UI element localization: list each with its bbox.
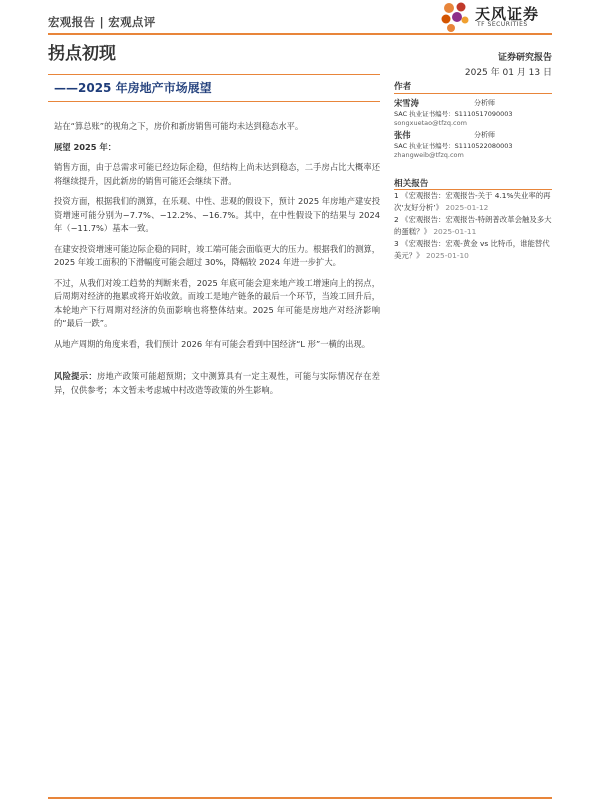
body-paragraph: 在建安投资增速可能边际企稳的同时，竣工端可能会面临更大的压力。根据我们的测算，2025 年竣工面积的下滑幅度可能会超过 30%，降幅较 2024 年进一步扩大。 xyxy=(54,243,380,267)
author-sac: SAC 执业证书编号：S1110522080003 xyxy=(394,142,513,150)
related-report-link[interactable] xyxy=(394,238,552,262)
report-title: 拐点初现 xyxy=(48,44,116,64)
author-name: 宋雪涛 xyxy=(394,98,419,108)
report-subtitle: ——2025 年房地产市场展望 xyxy=(54,81,212,95)
related-report-date: 2025-01-10 xyxy=(425,251,469,260)
authors-heading: 作者 xyxy=(394,82,412,92)
related-report-date: 2025-01-11 xyxy=(433,227,477,236)
author-role: 分析师 xyxy=(474,131,495,139)
authors-rule xyxy=(394,93,552,94)
related-report-link[interactable] xyxy=(394,214,552,238)
related-report-date: 2025-01-12 xyxy=(445,203,489,212)
author-sac: SAC 执业证书编号：S1110517090003 xyxy=(394,110,513,118)
body-paragraph: 投资方面，根据我们的测算，在乐观、中性、悲观的假设下，预计 2025 年房地产建安投资增速可能分别为−7.7%、−12.2%、−16.7%。其中，在中性假设下的结果与 2024 年（−11.7%）基本一致。 xyxy=(54,196,380,233)
logo-subtext: TF SECURITIES xyxy=(477,21,528,28)
risk-warning xyxy=(54,370,380,397)
related-report-title[interactable]: 3 《宏观报告：宏观-黄金 vs 比特币，谁能替代美元？》 xyxy=(394,239,550,260)
report-body xyxy=(54,120,380,404)
author-name: 张伟 xyxy=(394,130,411,140)
body-paragraph: 销售方面，由于总需求可能已经边际企稳，但结构上尚未达到稳态，二手房占比大概率还将继续提升，因此新房的销售可能还会继续下滑。 xyxy=(54,162,380,186)
subtitle-top-rule xyxy=(48,74,380,75)
footer-divider xyxy=(48,797,552,799)
risk-text: 房地产政策可能超预期；文中测算具有一定主观性，可能与实际情况存在差异，仅供参考；本文暂未考虑城中村改造等政策的外生影响。 xyxy=(54,371,380,395)
related-report-title[interactable]: 1 《宏观报告：宏观报告-关于 4.1%失业率的再次‘友好分析’》 xyxy=(394,191,551,212)
related-heading: 相关报告 xyxy=(394,179,429,189)
body-paragraph: 从地产周期的角度来看，我们预计 2026 年有可能会看到中国经济“L 形”一横的出现。 xyxy=(54,338,371,349)
body-paragraph: 不过，从我们对竣工趋势的判断来看，2025 年底可能会迎来地产竣工增速向上的拐点，后周期对经济的拖累或将开始收敛。而竣工是地产链条的最后一个环节，当竣工回升后，本轮地产下行周期对经济的负面影响也将整体结束。2025 年可能是房地产对经济影响的“最后一跌”。 xyxy=(54,277,380,328)
body-paragraph: 站在“算总账”的视角之下，房价和新房销售可能均未达到稳态水平。 xyxy=(54,121,304,131)
tf-logo-icon xyxy=(440,2,472,32)
related-reports xyxy=(394,190,552,262)
header-divider xyxy=(48,33,552,35)
author-role: 分析师 xyxy=(474,99,495,107)
company-logo xyxy=(440,2,552,32)
subtitle-bottom-rule xyxy=(48,101,380,102)
outlook-heading: 展望 2025 年： xyxy=(54,141,117,152)
related-report-link[interactable] xyxy=(394,190,552,214)
author-email[interactable]: songxuetao@tfzq.com xyxy=(394,119,467,127)
report-category: 宏观报告 | 宏观点评 xyxy=(48,15,156,29)
logo-text: 天风证券 xyxy=(475,5,540,23)
report-date: 2025 年 01 月 13 日 xyxy=(464,68,552,78)
related-report-title[interactable]: 2 《宏观报告：宏观报告-特朗普改革会触及多大的蛋糕？》 xyxy=(394,215,552,236)
author-email[interactable]: zhangweib@tfzq.com xyxy=(394,151,464,159)
report-type: 证券研究报告 xyxy=(497,53,552,63)
risk-label: 风险提示： xyxy=(54,371,97,381)
